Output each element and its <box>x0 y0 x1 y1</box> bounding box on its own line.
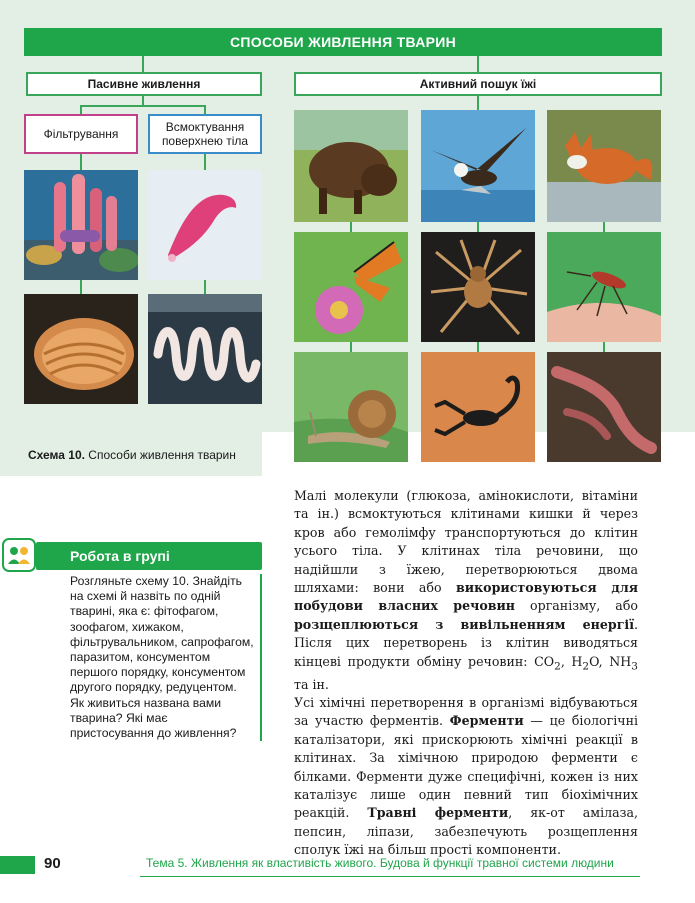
bold-term: використовуються для побудови власних речовин <box>294 580 638 614</box>
connector-line <box>603 222 605 232</box>
scheme-caption <box>28 448 236 462</box>
subscript: 2 <box>582 660 590 673</box>
clam-photo <box>24 294 138 404</box>
scorpion-photo <box>421 352 535 462</box>
bold-term: Ферменти <box>449 713 524 729</box>
snail-photo <box>294 352 408 462</box>
group-work-panel <box>26 542 262 741</box>
text-span: Усі хімічні перетворення в організмі відбуваються за участю ферментів. <box>294 694 638 729</box>
passive-feeding-box: Пасивне живлення <box>26 72 262 96</box>
connector-line <box>477 56 479 72</box>
connector-line <box>80 105 206 107</box>
scheme-title: СПОСОБИ ЖИВЛЕННЯ ТВАРИН <box>24 28 662 56</box>
subscript: 2 <box>554 660 561 673</box>
connector-line <box>80 154 82 170</box>
bold-term: Травні ферменти <box>367 805 509 821</box>
subscript: 3 <box>631 660 638 673</box>
flatworm-photo <box>148 170 262 280</box>
main-text <box>294 487 638 860</box>
earthworm-photo <box>547 352 661 462</box>
group-work-title: Робота в групі <box>36 542 262 570</box>
butterfly-photo <box>294 232 408 342</box>
connector-line <box>477 222 479 232</box>
mosquito-photo <box>547 232 661 342</box>
text-span: . Після цих перетворень із клітин виводяться кінцеві продукти обміну речовин: CO <box>294 616 638 669</box>
connector-line <box>80 280 82 294</box>
connector-line <box>204 280 206 294</box>
active-search-box: Активний пошук їжі <box>294 72 662 96</box>
footer-accent-bar <box>0 856 35 874</box>
absorption-box <box>148 114 262 154</box>
connector-line <box>350 342 352 352</box>
connector-line <box>142 56 144 72</box>
connector-line <box>477 96 479 110</box>
page-number: 90 <box>44 855 61 872</box>
text-span: — це біологічні каталізатори, які прискорюють хімічні реакції в клітинах. За хімічною природою ферменти є білками. Ферменти дуже специфічні, кожен із них каталізує лише один певний тип біохімічних реакцій. <box>294 713 638 821</box>
text-span: Малі молекули (глюкоза, амінокислоти, вітаміни та ін.) всмоктуються клітинами кишки й через кров або гемолімфу транспортуються до клітин усього тіла. У клітинах тіла речовини, що надійшли з їжею, перетворюються двома шляхами: вони або <box>294 488 638 596</box>
tapeworm-photo <box>148 294 262 404</box>
group-work-body: Розгляньте схему 10. Знайдіть на схемі й назвіть по одній тварині, яка є: фітофагом, зоофагом, хижаком, фільтрувальником, сапрофагом, паразитом, консументом першого порядку, консументом другого порядку, редуцентом. Як живиться названа вами тварина? Які має пристосування до живлення? <box>36 574 262 741</box>
eagle-photo <box>421 110 535 222</box>
filtering-box: Фільтрування <box>24 114 138 154</box>
text-span: O, NH <box>589 653 632 669</box>
connector-line <box>204 154 206 170</box>
bison-photo <box>294 110 408 222</box>
connector-line <box>603 342 605 352</box>
caption-label: Схема 10. <box>28 448 85 462</box>
paragraph-1 <box>294 487 638 694</box>
caption-text: Способи живлення тварин <box>84 448 236 462</box>
absorption-label-line2: поверхнею тіла <box>161 134 249 148</box>
connector-line <box>350 222 352 232</box>
paragraph-2 <box>294 694 638 860</box>
bold-term: розщеплюються з вивільненням енергії <box>294 616 634 632</box>
absorption-label-line1: Всмоктування <box>165 119 245 134</box>
text-span: організму, або <box>515 598 638 614</box>
text-span: , як-от амілаза, пепсин, ліпази, забезпечують розщеплення сполук їжі на більш прості компоненти. <box>294 805 638 858</box>
text-span: , H <box>560 653 583 669</box>
fox-photo <box>547 110 661 222</box>
connector-line <box>477 342 479 352</box>
spider-photo <box>421 232 535 342</box>
sponge-photo <box>24 170 138 280</box>
text-span: та ін. <box>294 676 329 692</box>
footer-underline <box>140 876 640 877</box>
footer-topic: Тема 5. Живлення як властивість живого. Будова й функції травної системи людини <box>146 856 614 870</box>
